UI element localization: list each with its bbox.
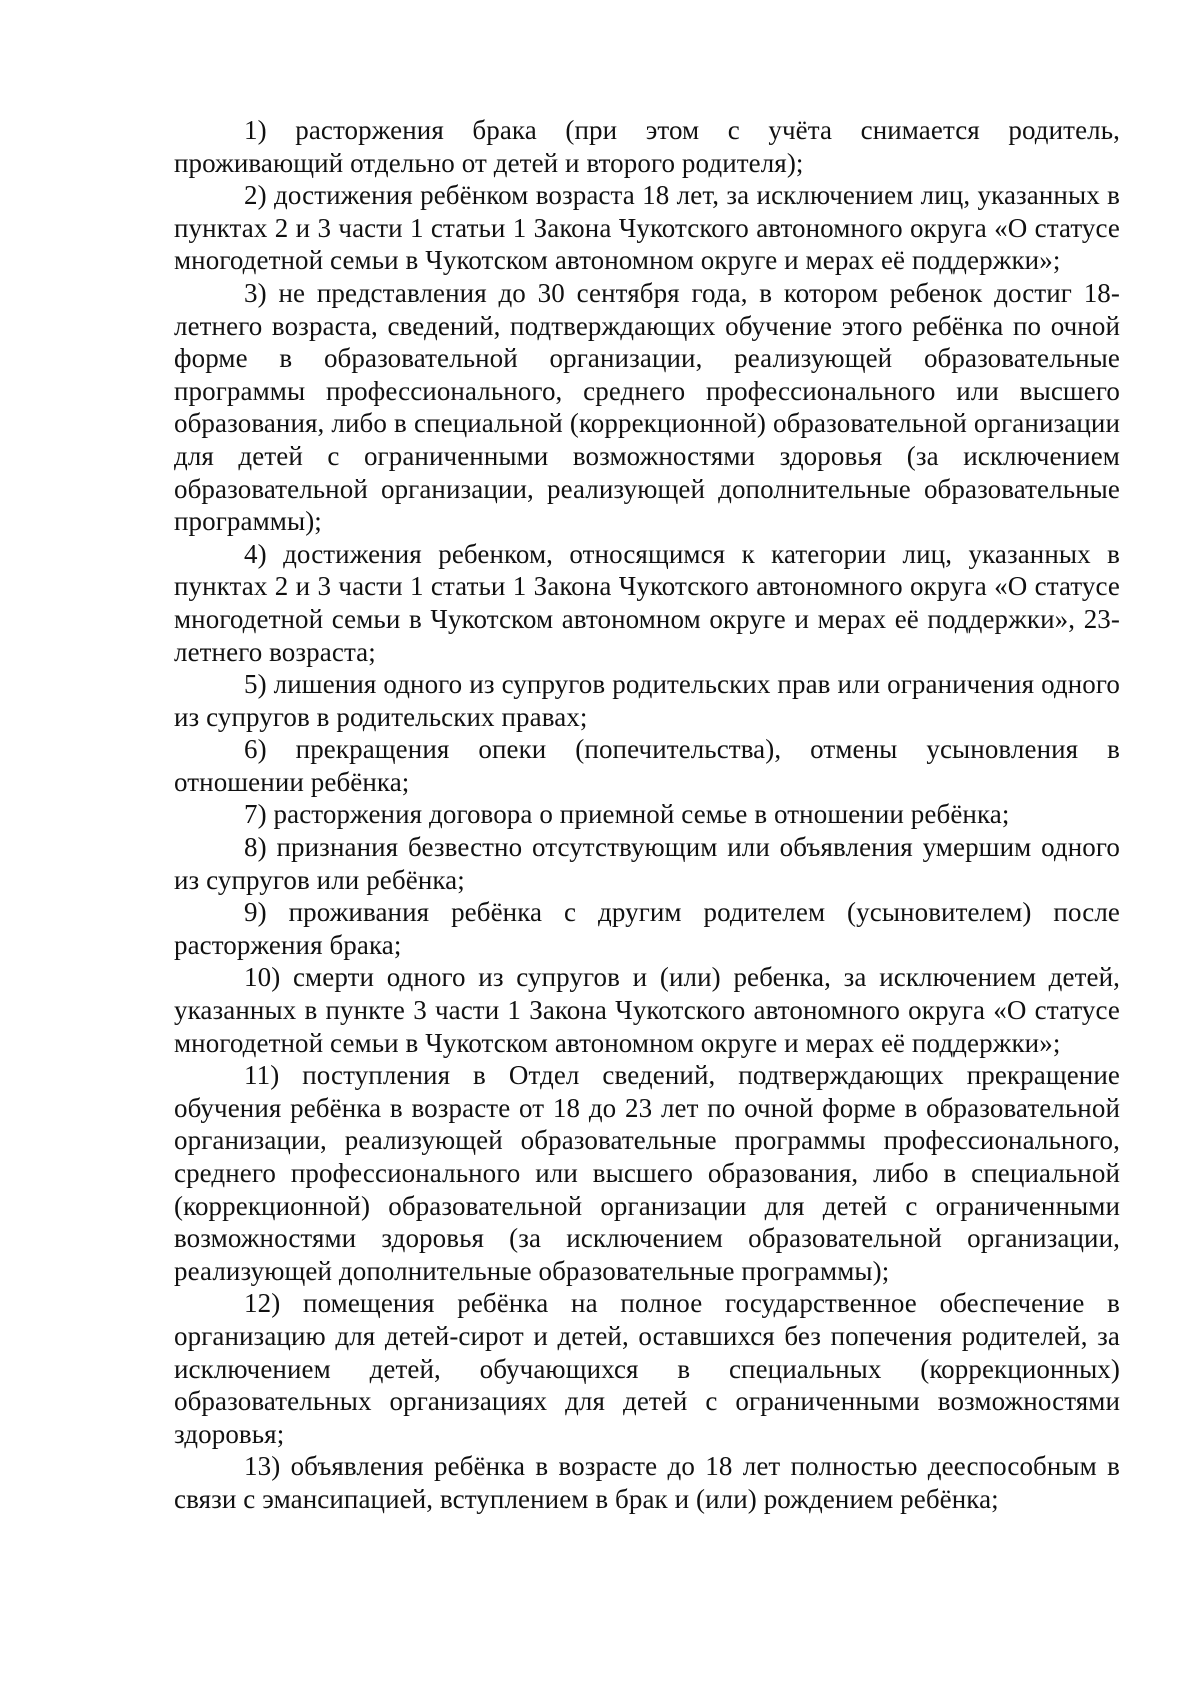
list-item-8: 8) признания безвестно отсутствующим или объявления умершим одного из супругов или ребёнка; (174, 832, 1120, 895)
list-item-9: 9) проживания ребёнка с другим родителем (усыновителем) после расторжения брака; (174, 897, 1120, 960)
list-item-3: 3) не представления до 30 сентября года, в котором ребенок достиг 18-летнего возраста, сведений, подтверждающих обучение этого ребёнка по очной форме в образовательной организации, реализующей образовательные программы профессионального, среднего профессионального или высшего образования, либо в специальной (коррекционной) образовательной организации для детей с ограниченными возможностями здоровья (за исключением образовательной организации, реализующей дополнительные образовательные программы); (174, 277, 1120, 537)
list-item-4: 4) достижения ребенком, относящимся к категории лиц, указанных в пунктах 2 и 3 части 1 статьи 1 Закона Чукотского автономного округа «О статусе многодетной семьи в Чукотском автономном округе и мерах её поддержки», 23-летнего возраста; (174, 538, 1120, 667)
list-item-2: 2) достижения ребёнком возраста 18 лет, за исключением лиц, указанных в пунктах 2 и 3 части 1 статьи 1 Закона Чукотского автономного округа «О статусе многодетной семьи в Чукотском автономном округе и мерах её поддержки»; (174, 180, 1120, 276)
list-item-6: 6) прекращения опеки (попечительства), отмены усыновления в отношении ребёнка; (174, 734, 1120, 797)
list-item-11: 11) поступления в Отдел сведений, подтверждающих прекращение обучения ребёнка в возрасте от 18 до 23 лет по очной форме в образовательной организации, реализующей образовательные программы профессионального, среднего профессионального или высшего образования, либо в специальной (коррекционной) образовательной организации для детей с ограниченными возможностями здоровья (за исключением образовательной организации, реализующей дополнительные образовательные программы); (174, 1060, 1120, 1286)
list-item-7: 7) расторжения договора о приемной семье в отношении ребёнка; (244, 799, 1010, 830)
list-item-13: 13) объявления ребёнка в возрасте до 18 лет полностью дееспособным в связи с эмансипацией, вступлением в брак и (или) рождением ребёнка; (174, 1451, 1120, 1514)
list-item-12: 12) помещения ребёнка на полное государственное обеспечение в организацию для детей-сирот и детей, оставшихся без попечения родителей, за исключением детей, обучающихся в специальных (коррекционных) образовательных организациях для детей с ограниченными возможностями здоровья; (174, 1288, 1120, 1449)
document-list (174, 114, 1120, 1516)
list-item-1: 1) расторжения брака (при этом с учёта снимается родитель, проживающий отдельно от детей и второго родителя); (174, 115, 1120, 178)
list-item-5: 5) лишения одного из супругов родительских прав или ограничения одного из супругов в родительских правах; (174, 669, 1120, 732)
list-item-10: 10) смерти одного из супругов и (или) ребенка, за исключением детей, указанных в пункте 3 части 1 Закона Чукотского автономного округа «О статусе многодетной семьи в Чукотском автономном округе и мерах её поддержки»; (174, 962, 1120, 1058)
